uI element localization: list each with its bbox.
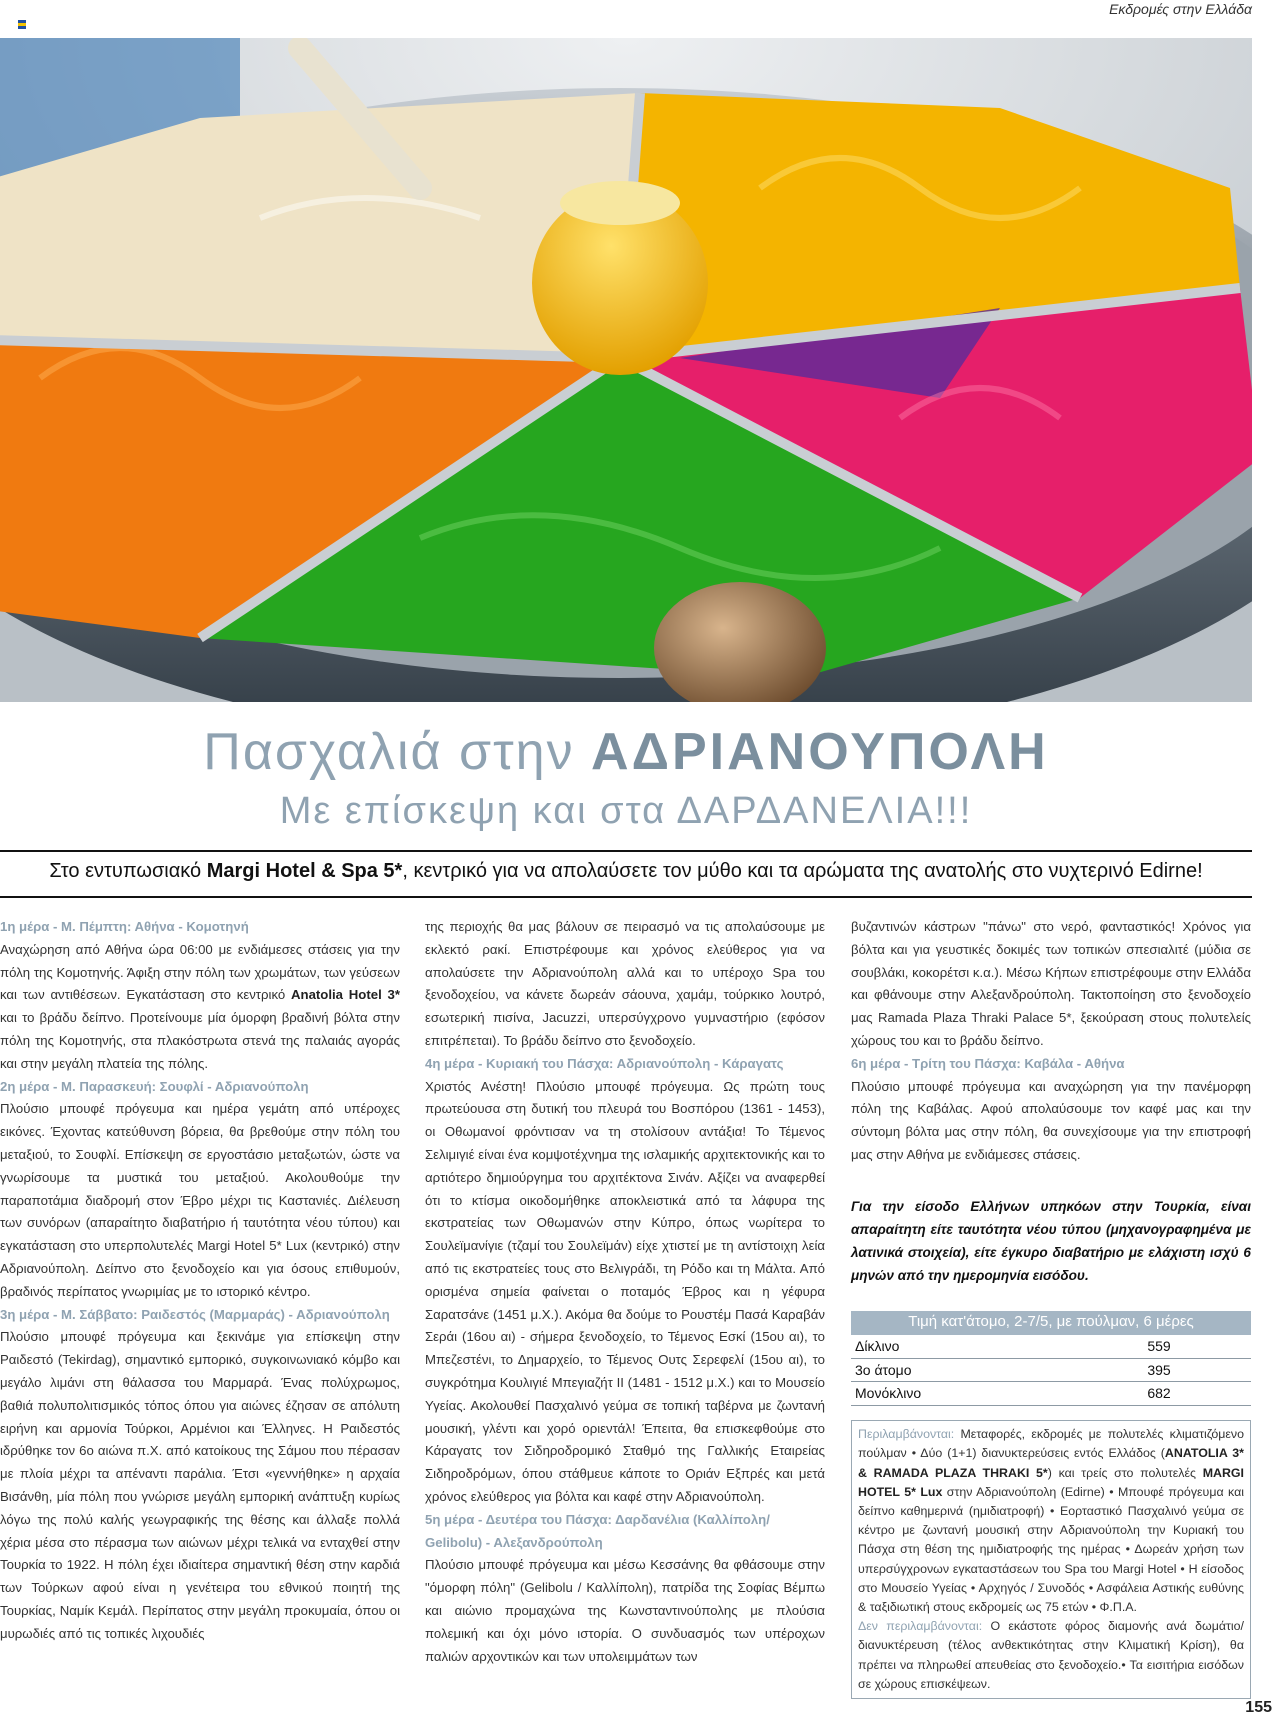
title-city: ΑΔΡΙΑΝΟΥΠΟΛΗ: [591, 723, 1049, 781]
price-value: 559: [1067, 1335, 1251, 1358]
table-row: [851, 1358, 1251, 1382]
excluded-label: Δεν περιλαμβάνονται:: [858, 1619, 983, 1634]
divider-top: [0, 850, 1252, 852]
section-label: Εκδρομές στην Ελλάδα: [1109, 1, 1252, 17]
tagline-after: , κεντρικό για να απολαύσετε τον μύθο και τα αρώματα της ανατολής στο νυχτερινό Edirne!: [402, 860, 1203, 882]
included-hotels: ANATOLIA 3* & RAMADA PLAZA THRAKI 5*: [858, 1446, 1244, 1480]
included-margi: MARGI HOTEL 5* Lux: [858, 1465, 1244, 1499]
included-label: Περιλαμβάνονται:: [858, 1427, 955, 1442]
itinerary-column-2: [425, 916, 825, 1668]
day4-text: Χριστός Ανέστη! Πλούσιο μπουφέ πρόγευμα. Ως πρώτη τους πρωτεύουσα στη δυτική του πλευρά του Βοσπόρου (1361 - 1453), οι Οθωμανοί φρόντισαν να τη στολίσουν αντάξια! Το Τέμενος Σελιμιγιέ είναι ένα κομψοτέχνημα της ισλαμικής αρχιτεκτονικής και το αρτιότερο δημιούργημα του αρχιτέκτονα Σινάν. Αξίζει να αναφερθεί ότι το κτίσμα οικοδομήθηκε αποκλειστικά από τα λάφυρα της εκστρατείας των Οθωμανών στην Κύπρο, όπως νωρίτερα το Σουλεϊμανίγιε (τζαμί του Σουλεϊμάν) είχε χτιστεί με τη αντίστοιχη λεία από τις εκστρατείες τους στο Βελιγράδι, τη Ρόδο και τη Μάλτα. Από ορισμένα σημεία φαίνεται ο ποταμός Έβρος και η γέφυρα Σαρατσάνε (1451 μ.Χ.). Ακόμα θα δούμε το Ρουστέμ Πασά Καραβάν Σεράι (16ου αι) - σήμερα ξενοδοχείο, το Τέμενος Εσκί (15ου αι), το Μπεζεστένι, το Δημαρχείο, το Τέμενος Ουτς Σερεφελί (15ου αι), το συγκρότημα Κουλιγιέ Μπεγιαζήτ ΙΙ (1481 - 1512 μ.Χ.) και το Μουσείο Υγείας. Ακολουθεί Πασχαλινό γεύμα σε τοπική ταβέρνα με ζωντανή μουσική, γλέντι και χορό οριεντάλ! Έπειτα, θα επισκεφθούμε στο Κάραγατς τον Σιδηροδρομικό Σταθμό της Γαλλικής Εταιρείας Σιδηροδρόμων, όπου στάθμευε κάποτε το Οριάν Εξπρές και μετά χρόνος ελεύθερος για βόλτα και καφέ στην Αδριανούπολη.: [425, 1078, 825, 1504]
day5-title: 5η μέρα - Δευτέρα του Πάσχα: Δαρδανέλια (Καλλίπολη/ Gelibolu) - Αλεξανδρούπολη: [425, 1511, 770, 1550]
day1-text: [0, 939, 400, 1076]
tagline-before: Στο εντυπωσιακό: [49, 860, 207, 882]
price-label: Δίκλινο: [851, 1335, 1067, 1358]
day5-text: Πλούσιο μπουφέ πρόγευμα και μέσω Κεσσάνης θα φθάσουμε στην "όμορφη πόλη" (Gelibolu / Καλλίπολη), πατρίδα της Σοφίας Βέμπω και αιώνιο προμαχώνα της Κωνσταντινούπολης με πλούσια πολεμική και όχι μόνο ιστορία. Ο συνδυασμός των υπέροχων παλιών αρχοντικών και των υπολειμμάτων των: [425, 1557, 825, 1664]
included-text-c: ) και τρείς στο πολυτελές: [1047, 1465, 1203, 1480]
price-label: Μονόκλινο: [851, 1382, 1067, 1406]
title-prefix: Πασχαλιά στην: [203, 723, 575, 781]
price-value: 682: [1067, 1382, 1251, 1406]
day1-text-a: Αναχώρηση από Αθήνα ώρα 06:00 με ενδιάμεσες στάσεις για την πόλη της Κομοτηνής. Άφιξη στην πόλη των χρωμάτων, των γεύσεων και των αντιθέσεων. Εγκατάσταση στο κεντρικό: [0, 941, 400, 1003]
page-title: [0, 722, 1252, 782]
itinerary-column-3: [851, 916, 1251, 1699]
divider-bottom: [0, 896, 1252, 898]
price-table-header: Τιμή κατ'άτομο, 2-7/5, με πούλμαν, 6 μέρες: [851, 1311, 1251, 1335]
itinerary-column-1: [0, 916, 400, 1646]
day6-title: 6η μέρα - Τρίτη του Πάσχα: Καβάλα - Αθήνα: [851, 1055, 1125, 1071]
price-value: 395: [1067, 1358, 1251, 1382]
entry-requirements-notice: Για την είσοδο Ελλήνων υπηκόων στην Τουρκία, είναι απαραίτητη είτε ταυτότητα νέου τύπου (μηχανογραφημένα με λατινικά στοιχεία), είτε έγκυρο διαβατήριο με ελάχιστη ισχύ 6 μηνών από την ημερομηνία εισόδου.: [851, 1198, 1251, 1283]
page-subtitle: Με επίσκεψη και στα ΔΑΡΔΑΝΕΛΙΑ!!!: [279, 790, 973, 832]
included-text-a: Μεταφορές, εκδρομές με πολυτελές κλιματιζόμενο πούλμαν • Δύο (1+1) διανυκτερεύσεις εντός Ελλάδος (: [858, 1427, 1244, 1461]
tagline-hotel: Margi Hotel & Spa 5*: [206, 860, 403, 882]
day6-text: Πλούσιο μπουφέ πρόγευμα και αναχώρηση για την πανέμορφη πόλη της Καβάλας. Αφού απολαύσουμε τον καφέ μας και την σύντομη βόλτα μας στην πόλη, θα συνεχίσουμε για την επιστροφή μας στην Αθήνα με ενδιάμεσες στάσεις.: [851, 1078, 1251, 1162]
day2-text: Πλούσιο μπουφέ πρόγευμα και ημέρα γεμάτη από υπέροχες εικόνες. Έχοντας κατεύθυνση βόρεια, θα βρεθούμε στην πόλη του μεταξιού, το Σουφλί. Επίσκεψη σε εργοστάσιο μεταξωτών, ώστε να γνωρίσουμε τα μυστικά του μεταξιού. Ακολουθούμε την παραποτάμια διαδρομή στον Έβρο μέχρι τις Καστανιές. Διέλευση των συνόρων (απαραίτητο διαβατήριο ή ταυτότητα νέου τύπου) και εγκατάσταση στο υπερπολυτελές Margi Hotel 5* Lux (κεντρικό) στην Αδριανούπολη. Δείπνο στο ξενοδοχείο και για όσους επιθυμούν, βραδινός περίπατος γνωριμίας με το ιστορικό κέντρο.: [0, 1101, 400, 1299]
day1-title: 1η μέρα - Μ. Πέμπτη: Αθήνα - Κομοτηνή: [0, 919, 249, 934]
table-row: [851, 1382, 1251, 1406]
page-number: 155: [1245, 1699, 1272, 1716]
price-label: 3ο άτομο: [851, 1358, 1067, 1382]
price-table: [851, 1311, 1251, 1406]
day2-title: 2η μέρα - Μ. Παρασκευή: Σουφλί - Αδριανούπολη: [0, 1078, 309, 1094]
inclusions-box: [851, 1420, 1251, 1699]
hero-photo: [0, 38, 1252, 702]
day1-hotel: Anatolia Hotel 3*: [290, 987, 400, 1003]
day5-continued: βυζαντινών κάστρων "πάνω" στο νερό, φανταστικός! Χρόνος για βόλτα και για γευστικές δοκιμές των τοπικών σπεσιαλιτέ (μύδια σε σουβλάκι, κοκορέτσι κ.α.). Μέσω Κήπων επιστρέφουμε στην Ελλάδα και φθάνουμε στην Αλεξανδρούπολη. Τακτοποίηση στο ξενοδοχείο μας Ramada Plaza Thraki Palace 5*, ξεκούραση στους πολυτελείς χώρους του και το βράδυ δείπνο.: [851, 919, 1251, 1048]
day3-text: Πλούσιο μπουφέ πρόγευμα και ξεκινάμε για επίσκεψη στην Ραιδεστό (Tekirdag), σημαντικό εμπορικό, συγκοινωνιακό κόμβο και μεγάλο λιμάνι στη θάλασσα του Μαρμαρά. Ένας πολύχρωμος, βαθιά πολυπολιτισμικός τόπος όπου για αιώνες έζησαν σε απόλυτη ειρήνη και αρμονία Τούρκοι, Αρμένιοι και Έλληνες. Η Ραιδεστός ιδρύθηκε τον 6ο αιώνα π.Χ. από κατοίκους της Σάμου που πέρασαν με πλοία μέχρι τα απέναντι παράλια. Έτσι «γεννήθηκε» η αρχαία Βισάνθη, μία πόλη που γνώρισε μεγάλη εμπορική ανάπτυξη κυρίως λόγω της πολύ καλής γεωγραφικής της θέσης και άλλαξε πολλά χέρια μέσα στο πέρασμα των αιώνων μέχρι τελικά να ενταχθεί στην Τουρκία το 1922. Η πόλη έχει ιδιαίτερα σημαντική θέση στην καρδιά των Τούρκων αφού είναι η γενέτειρα του εθνικού ποιητή της Τουρκίας, Ναμίκ Κεμάλ. Περίπατος στην μεγάλη προκυμαία, όπου οι μυρωδιές από τις τοπικές λιχουδιές: [0, 1329, 400, 1641]
included-text-e: στην Αδριανούπολη (Edirne) • Μπουφέ πρόγευμα και δείπνο καθημερινά (ημιδιατροφή) • Εορταστικό Πασχαλινό γεύμα σε κέντρο με ζωντανή μουσική στην Αδριανούπολη την Κυριακή του Πάσχα στη θέση της ημιδιατροφής της ημέρας • Δωρεάν χρήση των υπερσύγχρονων εγκαταστάσεων του Spa του Margi Hotel • Η είσοδος στο Μουσείο Υγείας • Αρχηγός / Συνοδός • Ασφάλεια Αστικής ευθύνης & ταξιδιωτική στους εκδρομείς ως 75 ετών • Φ.Π.Α.: [858, 1484, 1245, 1614]
flag-icon: [18, 20, 26, 29]
tagline: [0, 860, 1252, 883]
day4-title: 4η μέρα - Κυριακή του Πάσχα: Αδριανούπολη - Κάραγατς: [425, 1055, 784, 1071]
day1-text-b: και το βράδυ δείπνο. Προτείνουμε μία όμορφη βραδινή βόλτα στην πόλη της Κομοτηνής, στα πλακόστρωτα στενά της παλαιάς αγοράς και στην μεγάλη πλατεία της πόλης.: [0, 1010, 400, 1071]
day3-title: 3η μέρα - Μ. Σάββατο: Ραιδεστός (Μαρμαράς) - Αδριανούπολη: [0, 1306, 390, 1322]
day3-continued: της περιοχής θα μας βάλουν σε πειρασμό να τις απολαύσουμε με εκλεκτό ρακί. Επιστρέφουμε και χρόνος ελεύθερος για να απολαύσετε την Αδριανούπολη αλλά και το υπέροχο Spa του ξενοδοχείου, να κάνετε δωρεάν σάουνα, χαμάμ, τούρκικο λουτρό, εσωτερική πισίνα, Jacuzzi, υπερσύγχρονο γυμναστήριο (εφόσον επιτρέπεται). Το βράδυ δείπνο στο ξενοδοχείο.: [425, 919, 825, 1048]
excluded-text: Ο εκάστοτε φόρος διαμονής ανά δωμάτιο/ διανυκτέρευση (τέλος ανθεκτικότητας στην Κλιματική Κρίση), θα πρέπει να πληρωθεί απευθείας στο ξενοδοχείο.• Τα εισιτήρια εισόδων σε χώρους επισκέψεων.: [858, 1619, 1244, 1691]
table-row: [851, 1335, 1251, 1358]
